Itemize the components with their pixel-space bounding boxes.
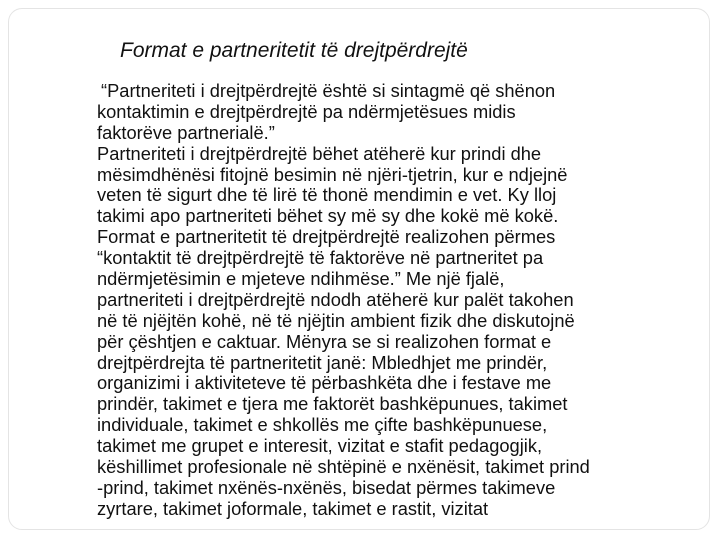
body-line: organizimi i aktiviteteve të përbashkëta dhe i festave me bbox=[97, 372, 552, 394]
body-line: “kontaktit të drejtpërdrejtë të faktorëve në partneritet pa bbox=[97, 247, 544, 269]
body-line: kontaktimin e drejtpërdrejtë pa ndërmjetësues midis bbox=[97, 100, 516, 122]
body-line: -prind, takimet nxënës-nxënës, bisedat përmes takimeve bbox=[97, 476, 556, 498]
body-line: partneriteti i drejtpërdrejtë ndodh atëherë kur palët takohen bbox=[97, 288, 574, 310]
body-line: faktorëve partnerialë.” bbox=[97, 121, 275, 143]
body-line: zyrtare, takimet joformale, takimet e rastit, vizitat bbox=[97, 497, 489, 519]
body-line: mësimdhënësi fitojnë besimin në njëri-tjetrin, kur e ndjejnë bbox=[97, 163, 568, 185]
body-line: veten të sigurt dhe të lirë të thonë mendimin e vet. Ky lloj bbox=[97, 184, 557, 206]
body-line: për çështjen e caktuar. Mënyra se si realizohen format e bbox=[97, 330, 552, 352]
body-line: takimi apo partneriteti bëhet sy më sy dhe kokë më kokë. bbox=[97, 205, 559, 227]
slide-body-text bbox=[97, 81, 697, 520]
body-line: këshillimet profesionale në shtëpinë e nxënësit, takimet prind bbox=[97, 456, 590, 478]
body-line: në të njëjtën kohë, në të njëjtin ambient fizik dhe diskutojnë bbox=[97, 309, 575, 331]
body-line: takimet me grupet e interesit, vizitat e stafit pedagogjik, bbox=[97, 435, 543, 457]
slide-title: Format e partneritetit të drejtpërdrejtë bbox=[120, 39, 468, 62]
body-line: prindër, takimet e tjera me faktorët bashkëpunues, takimet bbox=[97, 393, 568, 415]
body-line: drejtpërdrejta të partneritetit janë: Mbledhjet me prindër, bbox=[97, 351, 548, 373]
body-line: individuale, takimet e shkollës me çifte bashkëpunuese, bbox=[97, 414, 548, 436]
body-line: Partneriteti i drejtpërdrejtë bëhet atëherë kur prindi dhe bbox=[97, 142, 542, 164]
body-line: “Partneriteti i drejtpërdrejtë është si sintagmë që shënon bbox=[101, 80, 556, 101]
body-line: Format e partneritetit të drejtpërdrejtë realizohen përmes bbox=[97, 226, 556, 248]
body-line: ndërmjetësimin e mjeteve ndihmëse.” Me një fjalë, bbox=[97, 268, 505, 290]
